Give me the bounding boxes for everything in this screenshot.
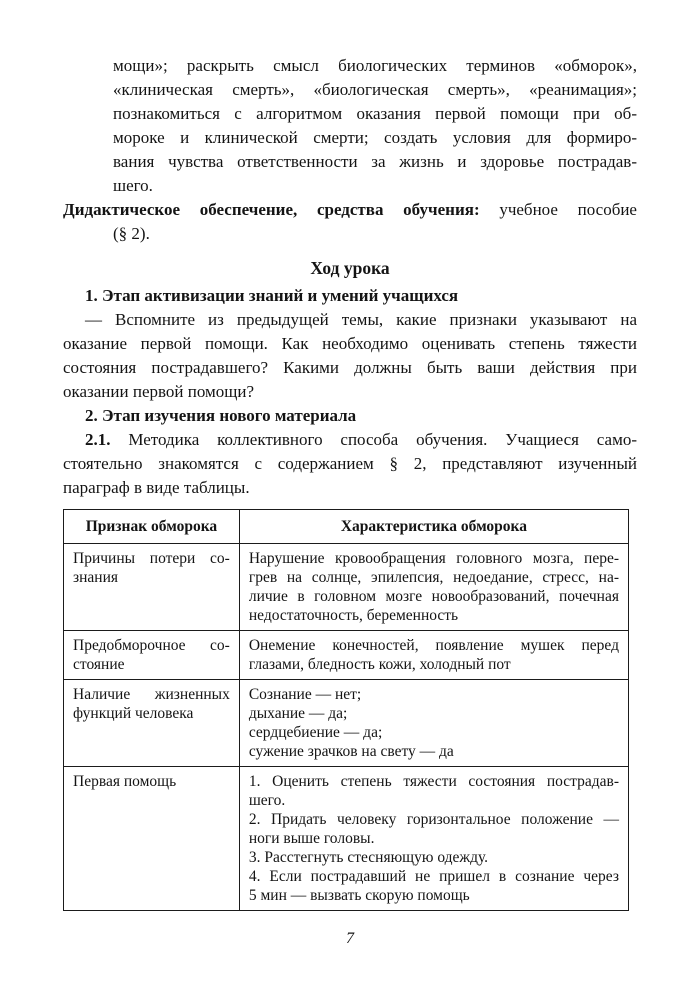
text-line: познакомиться с алгоритмом оказания первой помощи при об- [113,104,637,123]
text-line: стоятельно знакомятся с содержанием § 2, представляют изученный [63,454,637,473]
paragraph-block [249,636,619,674]
text-line: состояния пострадавшего? Какими должны быть ваши действия при [63,358,637,377]
row3-description-cell [239,680,628,767]
table-row [64,631,629,680]
table-row [64,680,629,767]
text-line: — Вспомните из предыдущей темы, какие признаки указывают на [85,310,637,329]
text-line: вания чувства ответственности за жизнь и здоровье пострадав- [113,152,637,171]
text-line: грев на солнце, эпилепсия, недоедание, стресс, на- [248,569,619,586]
page-number: 7 [346,930,354,947]
text-line: Онемение конечностей, появление мушек перед [248,637,619,654]
text-line: шего. [113,176,153,195]
lesson-flow-heading: Ход урока [310,258,390,278]
stage2-1-first-rest: Методика коллективного способа обучения. Учащиеся само- [110,430,637,449]
text-line: Причины потери со- [73,550,230,567]
stage2-1-number: 2.1. [85,430,111,449]
table-row [64,544,629,631]
paragraph-block [249,685,619,704]
stage2-1-paragraph [63,428,637,500]
table-row [64,767,629,911]
row2-description-cell [239,631,628,680]
text-line: 5 мин — вызвать скорую помощь [248,887,470,904]
paragraph-block [249,772,619,810]
stage1-title: 1. Этап активизации знаний и умений учащихся [85,286,459,305]
didactic-support-label: Дидактическое обеспечение, средства обучения: [63,200,480,219]
text-line: сердцебиение — да; [248,724,383,741]
text-line: оказании первой помощи? [63,382,255,401]
row4-feature-cell [64,767,240,911]
text-line: функций человека [73,705,194,722]
text-line: мощи»; раскрыть смысл биологических терминов «обморок», [113,56,637,75]
text-line: 3. Расстегнуть стесняющую одежду. [248,849,489,866]
paragraph-block [249,848,619,867]
row3-feature-cell [64,680,240,767]
text-line: Нарушение кровообращения головного мозга, пере- [248,550,619,567]
stage2-title: 2. Этап изучения нового материала [85,406,357,425]
paragraph-block [249,704,619,723]
text-line: Наличие жизненных [73,686,230,703]
didactic-support-wrap: (§ 2). [113,224,150,243]
text-line: Первая помощь [73,773,177,790]
text-line: мороке и клинической смерти; создать условия для формиро- [113,128,637,147]
table-header-feature: Признак обморока [64,510,240,544]
text-line: оказание первой помощи. Как необходимо оценивать степень тяжести [63,334,637,353]
row1-description-cell [239,544,628,631]
fainting-table [63,509,629,911]
text-line: 4. Если пострадавший не пришел в сознание через [248,868,619,885]
text-line: Сознание — нет; [248,686,362,703]
objectives-continuation-paragraph [63,54,637,198]
paragraph-block [249,723,619,742]
row4-description-cell [239,767,628,911]
paragraph-block [249,742,619,761]
table-header-row [64,510,629,544]
text-line: стояние [73,656,125,673]
text-line: «клиническая смерть», «биологическая смерть», «реанимация»; [113,80,637,99]
didactic-support-block [63,198,637,246]
stage2-1-first-line [63,428,637,452]
text-line: знания [73,569,119,586]
table-header-description: Характеристика обморока [239,510,628,544]
text-line: параграф в виде таблицы. [63,478,250,497]
stage2-1-rest-lines [63,452,637,500]
paragraph-block [249,867,619,905]
didactic-support-value: учебное пособие [479,200,637,219]
text-line: дыхание — да; [248,705,348,722]
text-line: Предобморочное со- [73,637,230,654]
row1-feature-cell [64,544,240,631]
paragraph-block [249,810,619,848]
text-line: сужение зрачков на свету — да [248,743,454,760]
text-line: глазами, бледность кожи, холодный пот [248,656,511,673]
text-line: 1. Оценить степень тяжести состояния пострадав- [248,773,619,790]
text-line: 2. Придать человеку горизонтальное положение — [248,811,619,828]
row2-feature-cell [64,631,240,680]
didactic-support-line [63,198,637,222]
stage1-paragraph [63,308,637,404]
text-line: личие в головном мозге новообразований, почечная [248,588,619,605]
paragraph-block [249,549,619,625]
text-line: недостаточность, беременность [248,607,459,624]
text-line: ноги выше головы. [248,830,375,847]
text-line: шего. [248,792,286,809]
